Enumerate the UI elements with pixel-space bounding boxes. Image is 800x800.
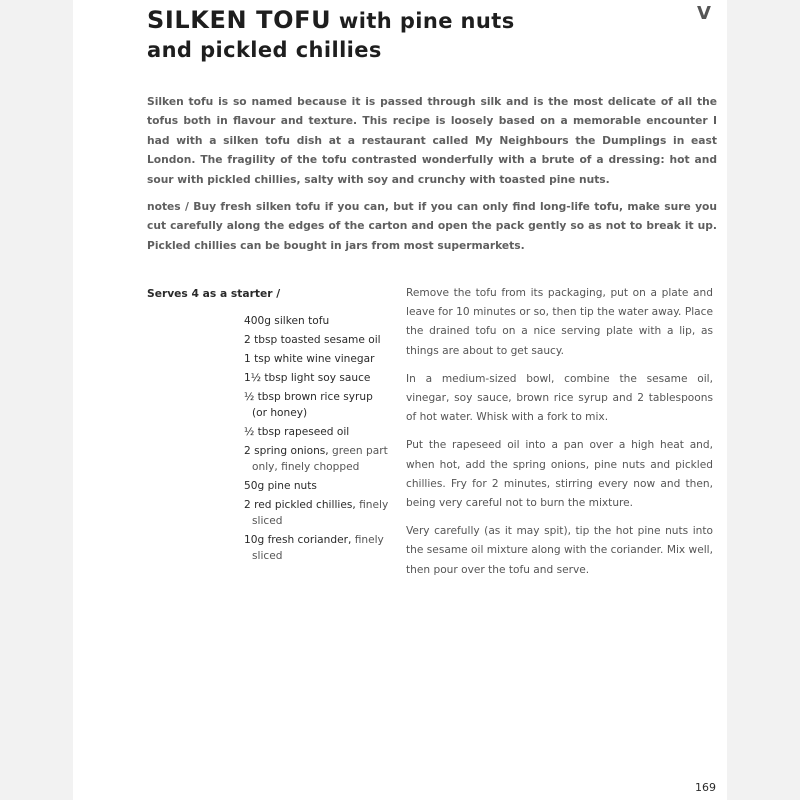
ingredient-item (244, 389, 389, 421)
ingredient-item (244, 478, 389, 494)
ingredient-item (244, 497, 389, 529)
vegetarian-badge: V (697, 3, 711, 24)
ingredient-main: 400g silken tofu (244, 315, 330, 327)
ingredient-main: ½ tbsp rapeseed oil (244, 426, 350, 438)
ingredient-main: 2 red pickled chillies, (244, 499, 356, 511)
recipe-notes: notes / Buy fresh silken tofu if you can, but if you can only find long-life tofu, make sure you cut carefully along the edges of the carton and open the pack gently so as not to break it up. Pickled chillies can be bought in jars from most supermarkets. (147, 200, 717, 252)
ingredient-main: 1 tsp white wine vinegar (244, 353, 375, 365)
ingredient-main: 10g fresh coriander, (244, 534, 352, 546)
ingredient-main: 2 tbsp toasted sesame oil (244, 334, 381, 346)
ingredient-note: finely sliced (252, 499, 389, 527)
book-page (73, 0, 727, 800)
method-step: Very carefully (as it may spit), tip the hot pine nuts into the sesame oil mixture along with the coriander. Mix well, then pour over the tofu and serve. (406, 525, 713, 576)
method-steps (406, 284, 713, 589)
method-step: Remove the tofu from its packaging, put on a plate and leave for 10 minutes or so, then tip the water away. Place the drained tofu on a nice serving plate with a lip, as things are about to get saucy. (406, 287, 713, 357)
ingredient-item (244, 370, 389, 386)
recipe-title-line2: and pickled chillies (147, 38, 382, 62)
ingredient-main: 1½ tbsp light soy sauce (244, 372, 371, 384)
page-number: 169 (695, 781, 716, 794)
ingredient-main: 2 spring onions, (244, 445, 329, 457)
ingredient-main: ½ tbsp brown rice syrup (or honey) (244, 391, 373, 419)
recipe-intro: Silken tofu is so named because it is passed through silk and is the most delicate of all the tofus both in flavour and texture. This recipe is loosely based on a memorable encounter I had with a silken tofu dish at a restaurant called My Neighbours the Dumplings in east London. The fragility of the tofu contrasted wonderfully with a brute of a dressing: hot and sour with pickled chillies, salty with soy and crunchy with toasted pine nuts. (147, 95, 717, 186)
recipe-title (147, 6, 515, 65)
ingredient-main: 50g pine nuts (244, 480, 317, 492)
ingredient-item (244, 313, 389, 329)
ingredient-item (244, 443, 389, 475)
ingredient-note: green part only, finely chopped (252, 445, 388, 473)
serves-label: Serves 4 as a starter / (147, 287, 281, 300)
method-step: Put the rapeseed oil into a pan over a high heat and, when hot, add the spring onions, pine nuts and pickled chillies. Fry for 2 minutes, stirring every now and then, being very careful not to burn the mixture. (406, 439, 713, 510)
method-step: In a medium-sized bowl, combine the sesame oil, vinegar, soy sauce, brown rice syrup and 2 tablespoons of hot water. Whisk with a fork to mix. (406, 372, 713, 424)
ingredient-note: finely sliced (252, 534, 384, 562)
recipe-title-rest: with pine nuts (338, 9, 515, 33)
recipe-title-caps: SILKEN TOFU (147, 6, 332, 34)
ingredient-item (244, 332, 389, 348)
ingredient-list (244, 313, 389, 567)
ingredient-item (244, 351, 389, 367)
ingredient-item (244, 532, 389, 564)
ingredient-item (244, 424, 389, 440)
